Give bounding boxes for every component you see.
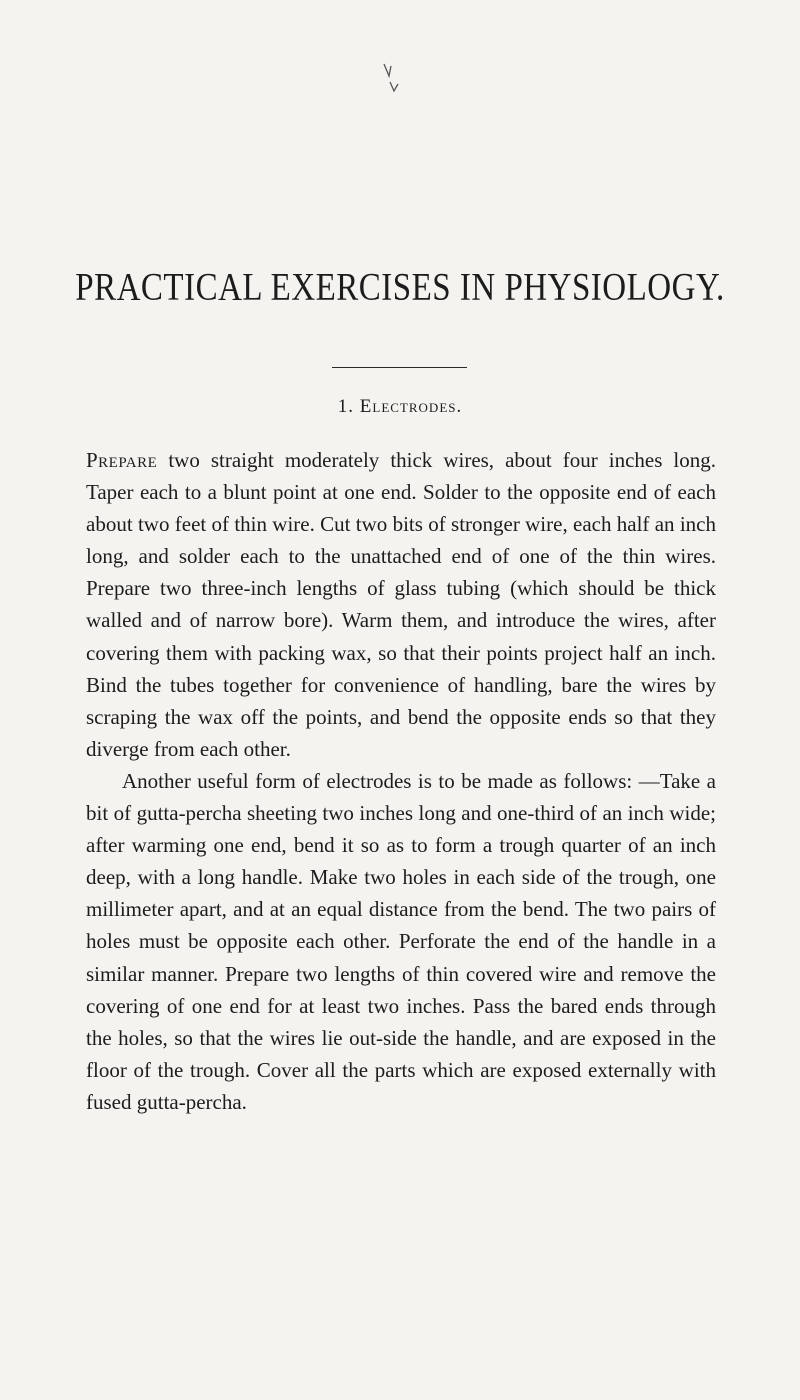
- page-title: PRACTICAL EXERCISES IN PHYSIOLOGY.: [75, 266, 725, 310]
- paragraph-1: [86, 444, 716, 765]
- body-text: [86, 444, 716, 1118]
- section-number: 1.: [337, 396, 355, 417]
- paragraph-1-lead: Prepare: [86, 448, 158, 472]
- section-title: Electrodes.: [359, 396, 463, 417]
- paragraph-1-text: two straight moderately thick wires, about four inches long. Taper each to a blunt point at one end. Solder to the opposite end of each about two feet of thin wire. Cut two bits of stronger wire, each half an inch long, and solder each to the unattached end of one of the thin wires. Prepare two three-inch lengths of glass tubing (which should be thick walled and of narrow bore). Warm them, and introduce the wires, after covering them with packing wax, so that their points project half an inch. Bind the tubes together for convenience of handling, bare the wires by scraping the wax off the points, and bend the opposite ends so that they diverge from each other.: [86, 448, 716, 761]
- title-divider: [332, 367, 467, 368]
- section-heading: [0, 396, 800, 418]
- paragraph-2: [86, 765, 716, 1118]
- paragraph-2-text: Another useful form of electrodes is to be made as follows: —Take a bit of gutta-percha sheeting two inches long and one-third of an inch wide; after warming one end, bend it so as to form a trough quarter of an inch deep, with a long handle. Make two holes in each side of the trough, one millimeter apart, and at an equal distance from the bend. The two pairs of holes must be opposite each other. Perforate the end of the handle in a similar manner. Prepare two lengths of thin covered wire and remove the covering of one end for at least two inches. Pass the bared ends through the holes, so that the wires lie out-side the handle, and are exposed in the floor of the trough. Cover all the parts which are exposed externally with fused gutta-percha.: [86, 768, 716, 1114]
- pencil-mark-icon: [380, 58, 410, 98]
